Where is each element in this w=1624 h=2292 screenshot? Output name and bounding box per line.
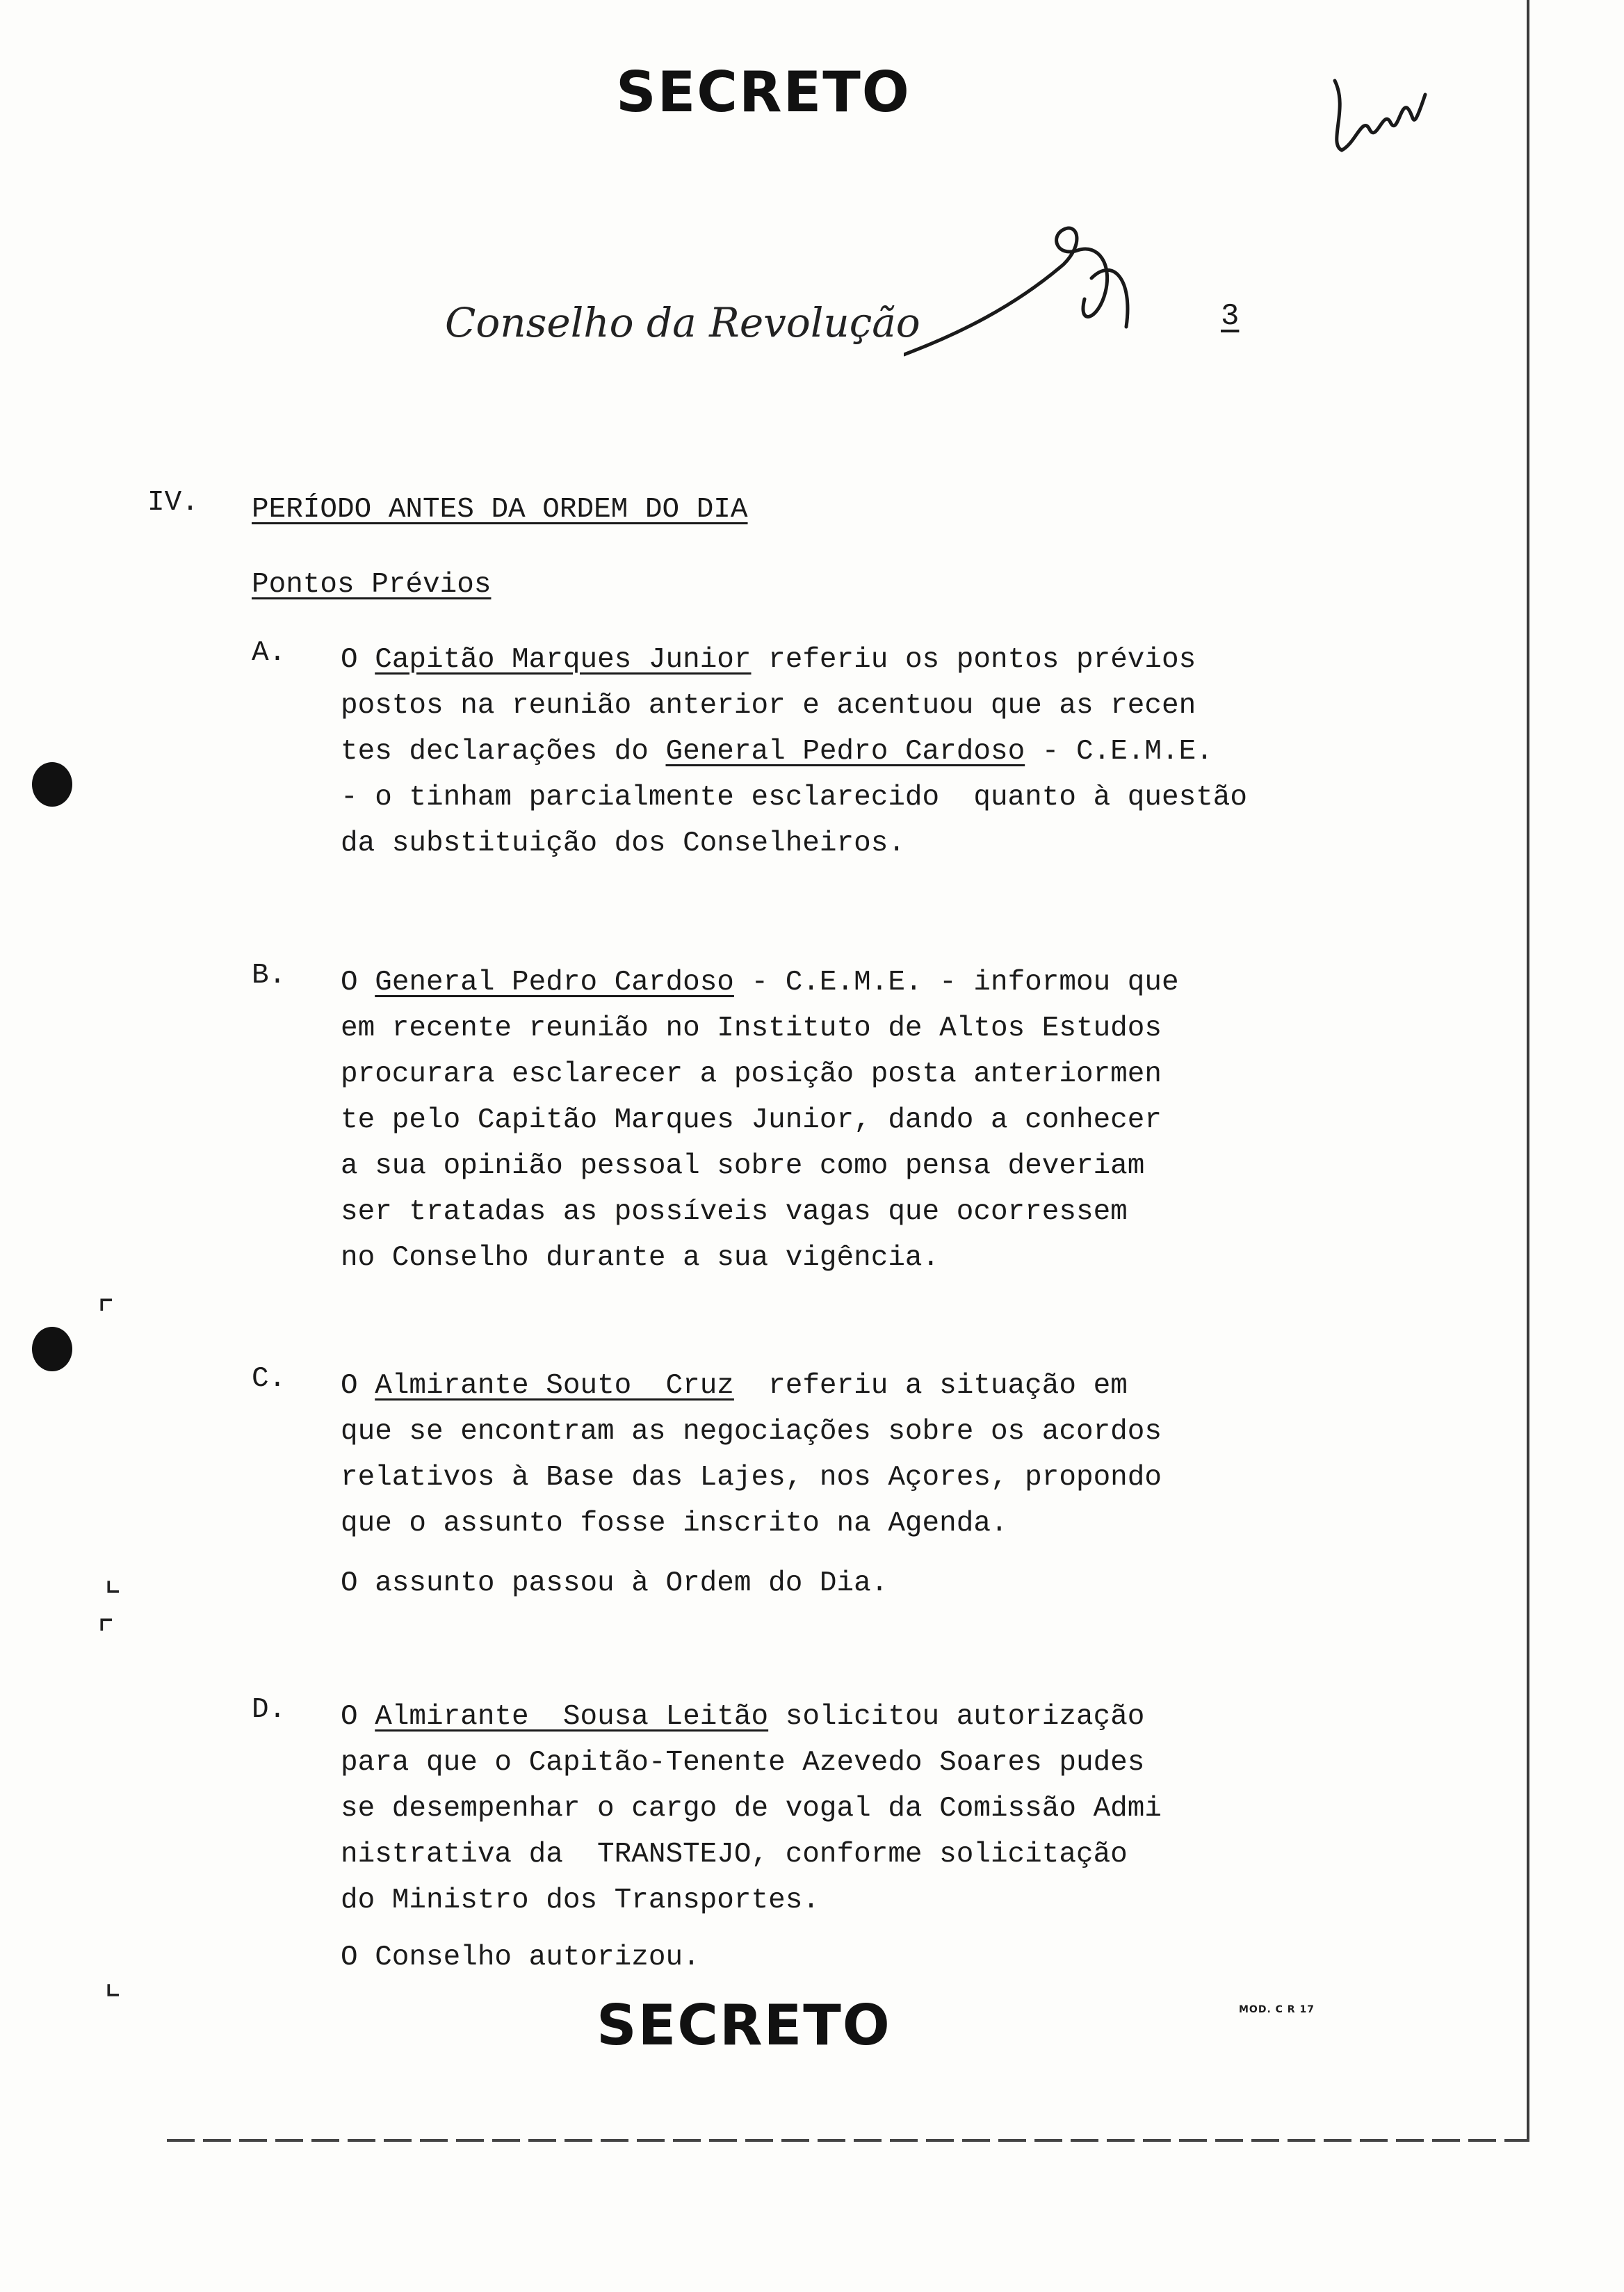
text-line — [341, 1189, 1179, 1235]
classification-stamp-bottom: SECRETO — [596, 1993, 891, 2058]
letterhead: Conselho da Revolução — [445, 299, 920, 346]
text-run: O — [341, 1370, 375, 1402]
text-run: solicitou autorização — [768, 1701, 1145, 1733]
text-line — [341, 1455, 1162, 1501]
text-run: em recente reunião no Instituto de Altos Estudos — [341, 1012, 1162, 1044]
text-line — [341, 960, 1179, 1006]
text-line — [341, 1786, 1162, 1832]
item-letter: C. — [252, 1363, 286, 1395]
underlined-name: Almirante Souto Cruz — [375, 1370, 734, 1402]
classification-stamp-top: SECRETO — [616, 60, 911, 124]
text-run: do Ministro dos Transportes. — [341, 1885, 820, 1916]
punch-hole — [32, 1327, 72, 1371]
text-line — [341, 1143, 1179, 1189]
text-run: ser tratadas as possíveis vagas que ocorressem — [341, 1196, 1128, 1228]
text-run: relativos à Base das Lajes, nos Açores, propondo — [341, 1462, 1162, 1494]
text-run: - C.E.M.E. — [1025, 736, 1213, 768]
page-edge-bottom — [167, 2139, 1529, 2142]
text-run: que o assunto fosse inscrito na Agenda. — [341, 1508, 1008, 1540]
text-run: - o tinham parcialmente esclarecido quanto à questão — [341, 782, 1248, 814]
item-body — [341, 1363, 1162, 1547]
text-line — [341, 1832, 1162, 1878]
form-code: MOD. C R 17 — [1239, 2004, 1315, 2015]
underlined-name: General Pedro Cardoso — [665, 736, 1025, 768]
section-title: PERÍODO ANTES DA ORDEM DO DIA — [252, 494, 748, 526]
text-line — [341, 1235, 1179, 1281]
item-note: O Conselho autorizou. — [341, 1942, 700, 1974]
text-line — [341, 1694, 1162, 1740]
text-line — [341, 1006, 1179, 1051]
item-note: O assunto passou à Ordem do Dia. — [341, 1567, 888, 1599]
text-line — [341, 775, 1247, 821]
text-run: para que o Capitão-Tenente Azevedo Soares pudes — [341, 1747, 1145, 1779]
text-run: no Conselho durante a sua vigência. — [341, 1242, 940, 1274]
text-run: te pelo Capitão Marques Junior, dando a conhecer — [341, 1104, 1162, 1136]
text-run: referiu os pontos prévios — [751, 644, 1196, 676]
item-body — [341, 960, 1179, 1281]
text-line — [341, 729, 1247, 775]
page-edge-right — [1527, 0, 1529, 2142]
text-line — [341, 821, 1247, 866]
subsection-title: Pontos Prévios — [252, 569, 492, 601]
crop-mark: ⌜ — [97, 1613, 115, 1655]
item-letter: D. — [252, 1694, 286, 1726]
section-numeral: IV. — [147, 487, 199, 519]
text-run: procurara esclarecer a posição posta anteriormen — [341, 1058, 1162, 1090]
text-run: referiu a situação em — [733, 1370, 1128, 1402]
text-run: O — [341, 967, 375, 999]
underlined-name: Almirante Sousa Leitão — [375, 1701, 769, 1733]
item-letter: A. — [252, 637, 286, 669]
text-line — [341, 637, 1247, 683]
text-line — [341, 1878, 1162, 1923]
text-run: que se encontram as negociações sobre os acordos — [341, 1416, 1162, 1448]
page-number: 3 — [1221, 299, 1240, 334]
item-body — [341, 1694, 1162, 1923]
text-run: postos na reunião anterior e acentuou que as recen — [341, 690, 1196, 722]
crop-mark: ⌜ — [97, 1293, 115, 1335]
handwritten-initials — [1321, 67, 1432, 164]
underlined-name: General Pedro Cardoso — [375, 967, 734, 999]
crop-mark: ⌞ — [104, 1961, 122, 2003]
crop-mark: ⌞ — [104, 1558, 122, 1599]
text-line — [341, 1097, 1179, 1143]
text-line — [341, 1363, 1162, 1409]
text-line — [341, 1740, 1162, 1786]
text-run: - C.E.M.E. - informou que — [733, 967, 1179, 999]
item-body — [341, 637, 1247, 866]
text-line — [341, 1051, 1179, 1097]
text-line — [341, 1409, 1162, 1455]
text-run: O — [341, 644, 375, 676]
underlined-name: Capitão Marques Junior — [375, 644, 752, 676]
text-run: a sua opinião pessoal sobre como pensa deveriam — [341, 1150, 1145, 1182]
text-run: tes declarações do — [341, 736, 666, 768]
text-run: da substituição dos Conselheiros. — [341, 828, 905, 860]
text-line — [341, 683, 1247, 729]
punch-hole — [32, 762, 72, 807]
text-line — [341, 1501, 1162, 1547]
signature — [904, 216, 1154, 376]
text-run: nistrativa da TRANSTEJO, conforme solicitação — [341, 1839, 1128, 1871]
text-run: se desempenhar o cargo de vogal da Comissão Admi — [341, 1793, 1162, 1825]
item-letter: B. — [252, 960, 286, 992]
text-run: O — [341, 1701, 375, 1733]
